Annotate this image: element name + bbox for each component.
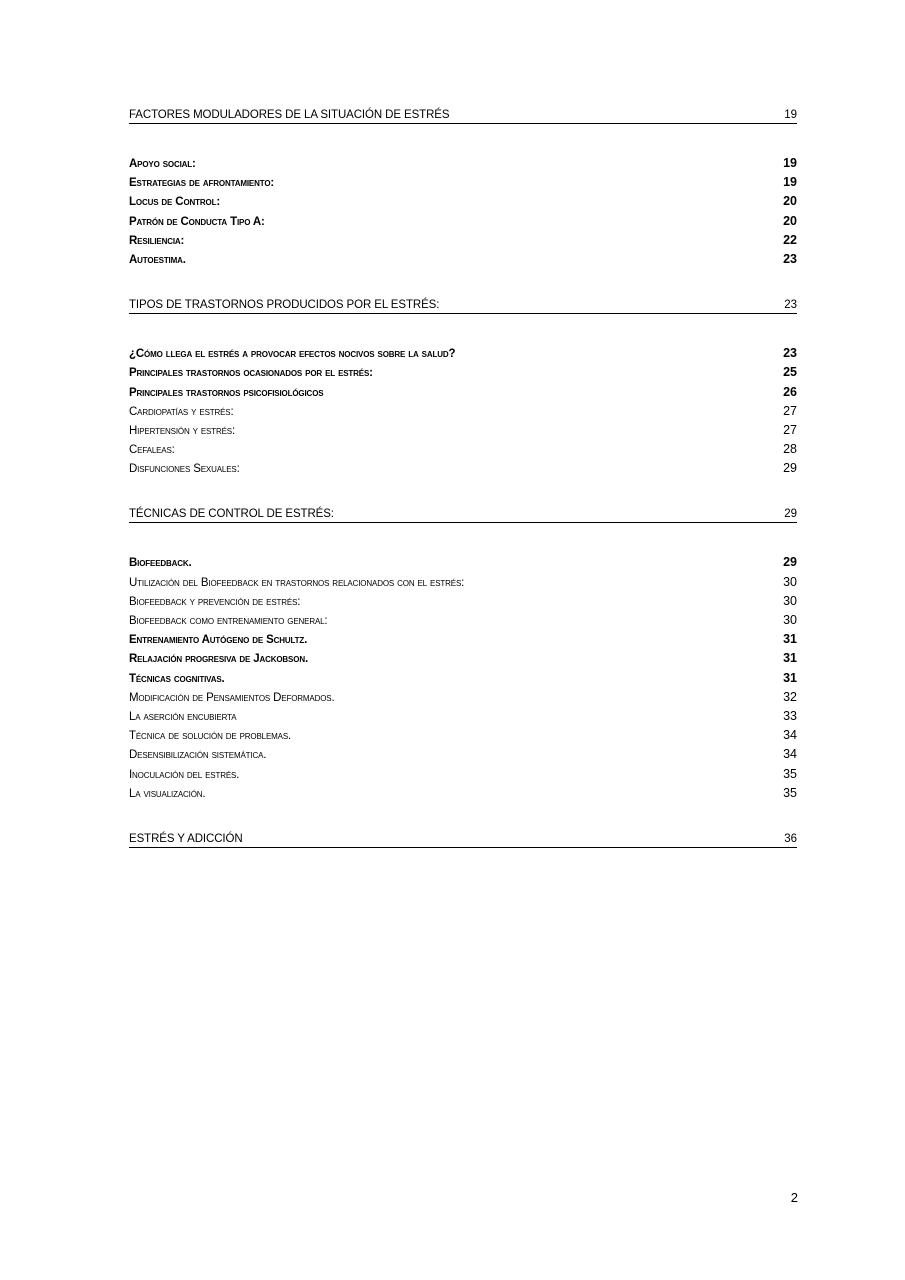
toc-section-heading[interactable] xyxy=(129,832,797,848)
toc-entry-list xyxy=(129,154,797,269)
entry-title: Biofeedback como entrenamiento general: xyxy=(129,615,328,627)
entry-title: Biofeedback. xyxy=(129,557,192,570)
toc-entry[interactable] xyxy=(129,344,797,363)
toc-entry[interactable] xyxy=(129,402,797,421)
entry-title: Técnica de solución de problemas. xyxy=(129,730,292,743)
toc-entry[interactable] xyxy=(129,363,797,382)
toc-entry[interactable] xyxy=(129,212,797,231)
entry-title: Desensibilización sistemática. xyxy=(129,749,267,762)
entry-page-number: 29 xyxy=(783,555,797,570)
entry-page-number: 22 xyxy=(783,232,797,247)
entry-title: Patrón de Conducta Tipo A: xyxy=(129,215,265,228)
toc-entry[interactable] xyxy=(129,649,797,668)
toc-entry[interactable] xyxy=(129,784,797,803)
section-title: TIPOS DE TRASTORNOS PRODUCIDOS POR EL ESTRÉS: xyxy=(129,299,440,312)
entry-title: Cardiopatías y estrés: xyxy=(129,405,234,418)
toc-entry[interactable] xyxy=(129,592,797,611)
entry-title: Principales trastornos psicofisiológicos xyxy=(129,386,324,399)
toc-entry[interactable] xyxy=(129,383,797,402)
toc-entry[interactable] xyxy=(129,726,797,745)
entry-page-number: 29 xyxy=(783,461,797,476)
toc-entry[interactable] xyxy=(129,669,797,688)
entry-page-number: 26 xyxy=(783,384,797,399)
toc-entry[interactable] xyxy=(129,173,797,192)
entry-title: Autoestima. xyxy=(129,253,186,266)
entry-page-number: 20 xyxy=(783,194,797,209)
section-page-number: 29 xyxy=(784,508,797,521)
entry-page-number: 33 xyxy=(783,708,797,723)
toc-entry[interactable] xyxy=(129,573,797,592)
toc-entry[interactable] xyxy=(129,459,797,478)
toc-entry[interactable] xyxy=(129,154,797,173)
entry-title: La aserción encubierta xyxy=(129,710,237,723)
toc-entry[interactable] xyxy=(129,630,797,649)
entry-page-number: 27 xyxy=(783,422,797,437)
entry-title: Locus de Control: xyxy=(129,196,220,209)
entry-page-number: 19 xyxy=(783,156,797,170)
toc-entry[interactable] xyxy=(129,765,797,784)
page-number: 2 xyxy=(790,1190,798,1205)
entry-title: Biofeedback y prevención de estrés: xyxy=(129,595,301,608)
entry-title: Inoculación del estrés. xyxy=(129,768,240,781)
toc-section-heading[interactable] xyxy=(129,108,797,124)
entry-page-number: 35 xyxy=(783,785,797,800)
entry-page-number: 30 xyxy=(783,593,797,608)
entry-page-number: 35 xyxy=(783,766,797,781)
entry-page-number: 25 xyxy=(783,365,797,380)
toc-entry[interactable] xyxy=(129,192,797,211)
entry-page-number: 30 xyxy=(783,574,797,589)
section-title: TÉCNICAS DE CONTROL DE ESTRÉS: xyxy=(129,508,334,521)
entry-page-number: 23 xyxy=(783,346,797,361)
entry-page-number: 23 xyxy=(783,251,797,266)
toc-entry[interactable] xyxy=(129,421,797,440)
entry-title: Hipertensión y estrés: xyxy=(129,424,236,437)
section-title: ESTRÉS Y ADICCIÓN xyxy=(129,832,243,845)
entry-page-number: 27 xyxy=(783,403,797,418)
entry-title: Modificación de Pensamientos Deformados. xyxy=(129,691,335,704)
entry-page-number: 19 xyxy=(783,175,797,190)
toc-section-heading[interactable] xyxy=(129,507,797,523)
entry-title: La visualización. xyxy=(129,787,206,800)
entry-page-number: 31 xyxy=(783,651,797,666)
entry-page-number: 31 xyxy=(783,670,797,685)
toc-entry-list xyxy=(129,553,797,802)
entry-page-number: 32 xyxy=(783,689,797,704)
entry-title: Estrategias de afrontamiento: xyxy=(129,177,275,190)
entry-page-number: 31 xyxy=(783,632,797,647)
entry-page-number: 30 xyxy=(783,613,797,627)
toc-entry[interactable] xyxy=(129,250,797,269)
toc-entry[interactable] xyxy=(129,745,797,764)
entry-page-number: 20 xyxy=(783,213,797,228)
entry-title: ¿Cómo llega el estrés a provocar efectos nocivos sobre la salud? xyxy=(129,348,456,361)
toc-entry[interactable] xyxy=(129,553,797,572)
toc-section-heading[interactable] xyxy=(129,298,797,314)
entry-title: Cefaleas: xyxy=(129,444,175,457)
section-page-number: 19 xyxy=(784,109,797,121)
toc-entry[interactable] xyxy=(129,231,797,250)
toc-entry[interactable] xyxy=(129,688,797,707)
section-page-number: 36 xyxy=(784,832,797,845)
table-of-contents xyxy=(129,108,797,878)
entry-title: Entrenamiento Autógeno de Schultz. xyxy=(129,634,308,647)
toc-entry[interactable] xyxy=(129,611,797,630)
toc-entry-list xyxy=(129,344,797,478)
toc-entry[interactable] xyxy=(129,440,797,459)
entry-title: Relajación progresiva de Jackobson. xyxy=(129,653,308,666)
entry-title: Disfunciones Sexuales: xyxy=(129,463,240,476)
entry-page-number: 34 xyxy=(783,747,797,762)
entry-title: Principales trastornos ocasionados por el estrés: xyxy=(129,367,373,380)
entry-page-number: 34 xyxy=(783,728,797,743)
entry-title: Apoyo social: xyxy=(129,158,196,170)
entry-title: Técnicas cognitivas. xyxy=(129,672,225,685)
entry-title: Resiliencia: xyxy=(129,234,185,247)
section-title: FACTORES MODULADORES DE LA SITUACIÓN DE ESTRÉS xyxy=(129,109,450,121)
entry-page-number: 28 xyxy=(783,442,797,457)
section-page-number: 23 xyxy=(784,299,797,312)
entry-title: Utilización del Biofeedback en trastornos relacionados con el estrés: xyxy=(129,576,465,589)
toc-entry[interactable] xyxy=(129,707,797,726)
